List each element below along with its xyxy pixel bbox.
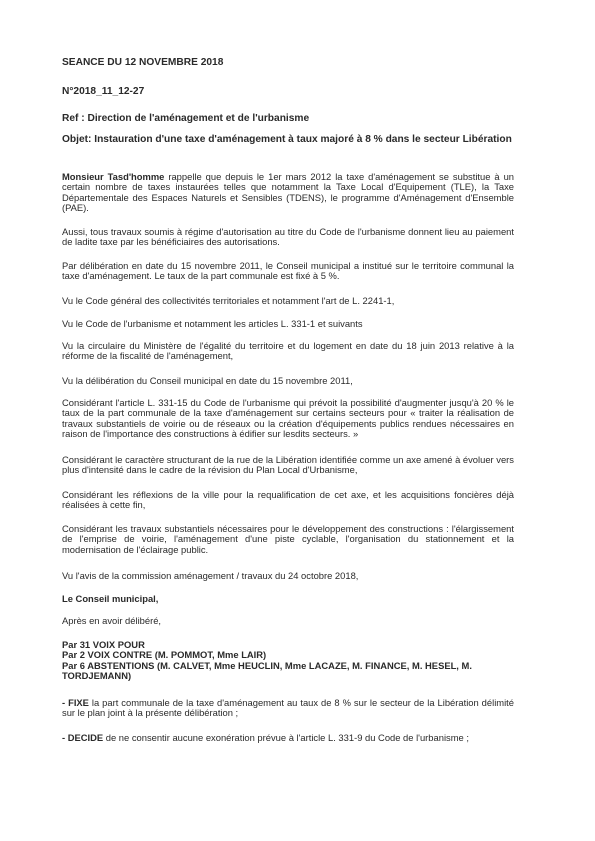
deliberation-number: N°2018_11_12-27 [62,86,145,97]
reference-line: Ref : Direction de l'aménagement et de l'urbanisme [62,113,310,124]
fixe-text: la part communale de la taxe d'aménagement au taux de 8 % sur le secteur de la Libération délimité sur le plan joint à la présente délibération ; [62,697,514,719]
paragraph-vu-commission: Vu l'avis de la commission aménagement / travaux du 24 octobre 2018, [62,570,359,581]
paragraph-considerant-liberation: Considérant le caractère structurant de la rue de la Libération identifiée comme un axe amené à évoluer vers plus d'intensité dans le cadre de la révision du Plan Local d'Urbanisme, [62,454,514,476]
paragraph-aussi: Aussi, tous travaux soumis à régime d'autorisation au titre du Code de l'urbanisme donnent lieu au paiement de ladite taxe par les bénéficiaires des autorisations. [62,226,514,248]
paragraph-vu-circulaire: Vu la circulaire du Ministère de l'égalité du territoire et du logement en date du 18 juin 2013 relative à la réforme de la fiscalité de l'aménagement, [62,340,514,362]
seance-heading: SEANCE DU 12 NOVEMBRE 2018 [62,57,224,68]
paragraph-considerant-article: Considérant l'article L. 331-15 du Code de l'urbanisme qui prévoit la possibilité d'augmenter jusqu'à 20 % le taux de la part communale de la taxe d'aménagement sur certains secteurs pour « traiter la réalisation de travaux substantiels de voirie ou de réseaux ou la création d'équipements publics rendues nécessaires en raison de l'importance des constructions à édifier sur lesdits secteurs. » [62,397,514,440]
vote-pour: Par 31 VOIX POUR [62,639,145,650]
speaker-name: Monsieur Tasd'homme [62,171,165,182]
vote-abstentions: Par 6 ABSTENTIONS (M. CALVET, Mme HEUCLIN, Mme LACAZE, M. FINANCE, M. HESEL, M. TORDJEMANN) [62,660,472,682]
paragraph-considerant-travaux: Considérant les travaux substantiels nécessaires pour le développement des constructions : l'élargissement de l'emprise de voirie, l'aménagement d'une piste cyclable, l'organisation du stationnement et la modernisation de l'éclairage public. [62,523,514,555]
conseil-heading: Le Conseil municipal, [62,593,159,604]
paragraph-vu-cgct: Vu le Code général des collectivités territoriales et notamment l'art de L. 2241-1, [62,295,395,306]
intro-text: rappelle que depuis le 1er mars 2012 la taxe d'aménagement se substitue à un certain nombre de taxes instaurées telles que notamment la Taxe Local d'Equipement (TLE), la Taxe Départementale des Espaces Naturels et Sensibles (TDENS), le programme d'Aménagement d'Ensemble (PAE). [62,171,514,214]
apres-deliberation: Après en avoir délibéré, [62,615,162,626]
decide-text: de ne consentir aucune exonération prévue à l'article L. 331-9 du Code de l'urbanisme ; [103,732,469,743]
paragraph-vu-deliberation: Vu la délibération du Conseil municipal en date du 15 novembre 2011, [62,375,353,386]
vote-contre: Par 2 VOIX CONTRE (M. POMMOT, Mme LAIR) [62,649,267,660]
decide-label: - DECIDE [62,732,104,743]
article-decide [62,733,514,743]
objet-title: Objet: Instauration d'une taxe d'aménagement à taux majoré à 8 % dans le secteur Libération [62,134,512,145]
fixe-label: - FIXE [62,697,89,708]
paragraph-vu-urbanisme: Vu le Code de l'urbanisme et notamment les articles L. 331-1 et suivants [62,318,363,329]
article-fixe [62,698,514,719]
paragraph-deliberation: Par délibération en date du 15 novembre 2011, le Conseil municipal a institué sur le territoire communal la taxe d'aménagement. Le taux de la part communale est fixé à 5 %. [62,260,514,282]
intro-paragraph [62,172,514,214]
paragraph-considerant-reflexions: Considérant les réflexions de la ville pour la requalification de cet axe, et les acquisitions foncières déjà réalisées à cette fin, [62,489,514,511]
